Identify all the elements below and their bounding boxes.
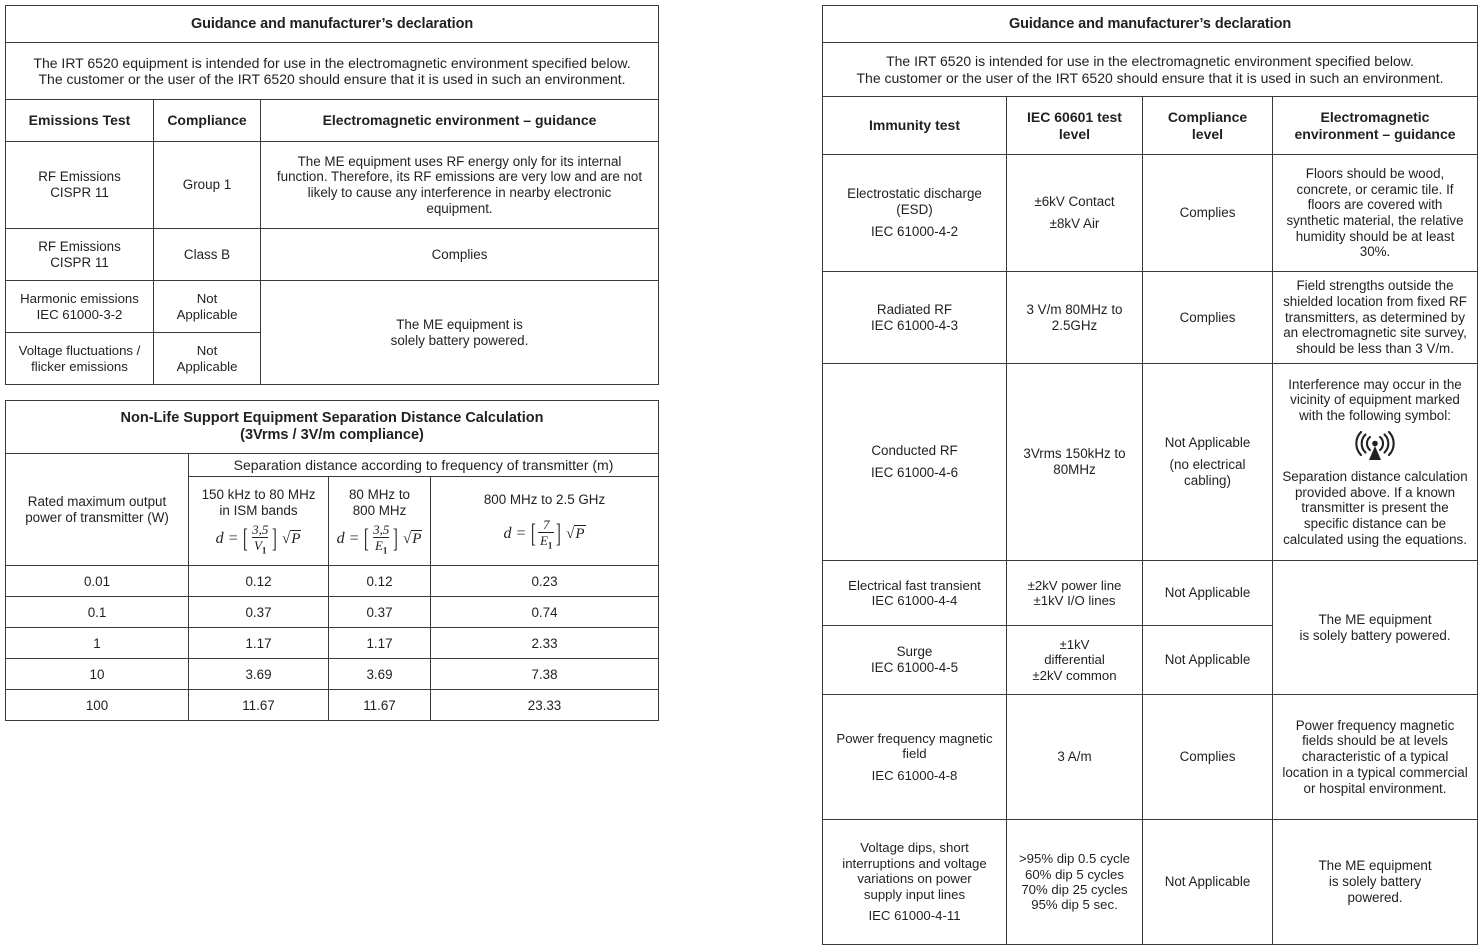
cell-line: IEC 61000-4-2 <box>870 223 959 239</box>
immunity-level-cell <box>1007 626 1143 695</box>
table-row <box>823 820 1478 945</box>
emissions-environment-merged-cell <box>261 281 659 385</box>
emissions-test-cell <box>6 229 154 281</box>
cell-line: ±2kV common <box>1032 667 1117 683</box>
cell-line: solely battery powered. <box>390 332 529 348</box>
cell-line: 800 MHz to 2.5 GHz <box>483 491 606 507</box>
header-freq-800mhz-2p5ghz <box>431 477 659 566</box>
fraction <box>538 518 554 551</box>
distance-800mhz-2p5ghz: 23.33 <box>431 690 659 721</box>
bracket-close-icon: ] <box>393 524 399 554</box>
spacer <box>437 507 652 513</box>
cell-line: Radiated RF <box>876 301 953 317</box>
cell-line: Electrical fast transient <box>848 577 981 593</box>
immunity-environment-cell: Power frequency magnetic fields should be at levels characteristic of a typical location in a typical commercial or hospital environment. <box>1273 695 1478 820</box>
radicand: P <box>412 531 422 548</box>
immunity-level-cell <box>1007 820 1143 945</box>
cell-line: 80MHz <box>1053 462 1096 477</box>
cell-line: ±1kV I/O lines <box>1033 593 1116 608</box>
header-iec-test-level <box>1007 97 1143 155</box>
emissions-compliance-cell <box>154 281 261 333</box>
separation-distance-table <box>5 400 659 721</box>
cell-line: Applicable <box>176 306 238 322</box>
table-row <box>6 597 659 628</box>
separation-table-title <box>6 401 659 454</box>
table-row <box>6 566 659 597</box>
cell-line: Compliance <box>1167 109 1248 126</box>
cell-line: Not <box>196 343 218 359</box>
cell-line: Rated maximum output <box>27 494 167 510</box>
distance-150khz-80mhz: 3.69 <box>189 659 329 690</box>
table-header-row <box>823 97 1478 155</box>
fraction-numerator: 3,5 <box>373 522 390 538</box>
immunity-compliance-cell: Not Applicable <box>1143 626 1273 695</box>
cell-line: CISPR 11 <box>50 185 109 200</box>
table-row <box>823 364 1478 561</box>
immunity-level-cell <box>1007 155 1143 272</box>
power-value: 0.01 <box>6 566 189 597</box>
cell-line: IEC 61000-4-4 <box>871 593 958 608</box>
table-row <box>6 281 659 333</box>
distance-80mhz-800mhz: 1.17 <box>329 628 431 659</box>
table-row <box>823 561 1478 626</box>
header-compliance: Compliance <box>154 100 261 142</box>
fraction-denominator <box>252 537 268 556</box>
immunity-compliance-cell: Not Applicable <box>1143 561 1273 626</box>
environment-text-part1: Interference may occur in the vicinity of equipment marked with the following symbol: <box>1288 376 1462 424</box>
cell-line: variations on power <box>857 871 972 887</box>
immunity-level-cell <box>1007 364 1143 561</box>
emissions-guidance-table <box>5 5 659 385</box>
table-row <box>6 401 659 454</box>
fraction-numerator: 3,5 <box>252 522 269 538</box>
header-freq-80mhz-800mhz <box>329 477 431 566</box>
denominator-symbol: V <box>253 538 262 554</box>
table-row <box>6 6 659 43</box>
denominator-symbol: E <box>374 538 383 554</box>
cell-line: supply input lines <box>863 886 966 902</box>
cell-line: Conducted RF <box>871 443 958 459</box>
cell-line: cabling) <box>1184 472 1231 488</box>
emissions-test-cell <box>6 142 154 229</box>
cell-line: Not Applicable <box>1164 435 1251 451</box>
square-root-icon: √ P <box>281 531 301 548</box>
cell-line: 80 MHz to <box>348 486 411 502</box>
header-compliance-level <box>1143 97 1273 155</box>
emissions-table-title: Guidance and manufacturer’s declaration <box>6 6 659 43</box>
immunity-intro <box>823 43 1478 97</box>
immunity-intro-line1: The IRT 6520 is intended for use in the electromagnetic environment specified below. <box>886 53 1414 70</box>
table-row <box>823 272 1478 364</box>
cell-line: 3 V/m 80MHz to <box>1026 301 1123 317</box>
cell-line: ±8kV Air <box>1049 216 1100 231</box>
table-row <box>823 155 1478 272</box>
immunity-environment-cell: Field strengths outside the shielded location from fixed RF transmitters, as determined by an electromagnetic site survey, should be less than 3 V/m. <box>1273 272 1478 364</box>
table-row <box>6 690 659 721</box>
emissions-compliance-cell: Class B <box>154 229 261 281</box>
immunity-compliance-cell: Complies <box>1143 155 1273 272</box>
cell-line: in ISM bands <box>219 502 298 518</box>
distance-80mhz-800mhz: 0.12 <box>329 566 431 597</box>
immunity-level-cell <box>1007 561 1143 626</box>
cell-line: is solely battery <box>1328 874 1422 890</box>
immunity-test-cell <box>823 626 1007 695</box>
immunity-test-cell <box>823 272 1007 364</box>
distance-800mhz-2p5ghz: 2.33 <box>431 628 659 659</box>
immunity-test-cell <box>823 695 1007 820</box>
bracket-open-icon: [ <box>531 519 537 549</box>
bracket-close-icon: ] <box>556 519 562 549</box>
power-value: 100 <box>6 690 189 721</box>
cell-line: (ESD) <box>896 202 933 218</box>
cell-line: Power frequency magnetic <box>836 730 993 746</box>
table-header-row <box>6 100 659 142</box>
header-emissions-test: Emissions Test <box>6 100 154 142</box>
cell-line: ±2kV power line <box>1027 577 1122 593</box>
square-root-icon: √ P <box>566 526 585 543</box>
cell-line: 2.5GHz <box>1051 317 1098 333</box>
immunity-compliance-cell: Not Applicable <box>1143 820 1273 945</box>
cell-line: Not <box>196 291 218 307</box>
square-root-icon: √ P <box>402 531 422 548</box>
cell-line: IEC 61000-4-5 <box>870 660 959 675</box>
emissions-intro-line2: The customer or the user of the IRT 6520 should ensure that it is used in such an environment. <box>38 71 626 87</box>
cell-line: Electrostatic discharge <box>847 186 982 202</box>
cell-line: 95% dip 5 sec. <box>1031 897 1118 913</box>
cell-line: Electromagnetic <box>1320 109 1430 126</box>
cell-line: differential <box>1044 652 1105 668</box>
table-row <box>6 454 659 477</box>
emissions-intro <box>6 43 659 100</box>
cell-line: IEC 61000-4-8 <box>871 767 958 783</box>
cell-line: ±6kV Contact <box>1034 194 1115 210</box>
emissions-test-cell <box>6 333 154 385</box>
fraction <box>371 523 391 556</box>
cell-line: IEC 60601 test <box>1027 109 1122 126</box>
table-row <box>823 6 1478 43</box>
immunity-guidance-table <box>822 5 1478 945</box>
cell-line: is solely battery powered. <box>1299 627 1451 643</box>
emissions-compliance-cell: Group 1 <box>154 142 261 229</box>
immunity-environment-cell: Floors should be wood, concrete, or ceramic tile. If floors are covered with synthetic material, the relative humidity should be at least 30%. <box>1273 155 1478 272</box>
bracket-open-icon: [ <box>243 524 249 554</box>
table-row <box>6 43 659 100</box>
cell-line: flicker emissions <box>31 358 128 374</box>
distance-800mhz-2p5ghz: 0.23 <box>431 566 659 597</box>
cell-line: power of transmitter (W) <box>25 509 169 525</box>
cell-line: Voltage dips, short <box>860 840 969 856</box>
table-row <box>6 142 659 229</box>
table-row <box>6 628 659 659</box>
formula-800mhz-2p5ghz <box>504 518 586 551</box>
cell-line: level <box>1191 125 1224 142</box>
fraction-numerator: 7 <box>542 517 550 533</box>
immunity-test-cell <box>823 820 1007 945</box>
header-immunity-environment <box>1273 97 1478 155</box>
cell-line: Voltage fluctuations / <box>18 343 141 359</box>
cell-line: 60% dip 5 cycles <box>1025 866 1124 882</box>
radicand: P <box>291 531 301 548</box>
header-rated-power <box>6 454 189 566</box>
cell-line: CISPR 11 <box>50 254 109 270</box>
distance-150khz-80mhz: 0.37 <box>189 597 329 628</box>
denominator-subscript: 1 <box>382 545 388 556</box>
formula-lhs: d = <box>215 530 239 548</box>
distance-80mhz-800mhz: 11.67 <box>329 690 431 721</box>
power-value: 10 <box>6 659 189 690</box>
cell-line: Applicable <box>176 358 238 374</box>
formula-lhs: d = <box>503 525 527 543</box>
table-row <box>6 659 659 690</box>
cell-line: Harmonic emissions <box>20 291 139 307</box>
denominator-symbol: E <box>539 533 548 549</box>
cell-line: (no electrical <box>1169 457 1246 473</box>
denominator-subscript: 1 <box>547 541 553 551</box>
emissions-intro-line1: The IRT 6520 equipment is intended for use in the electromagnetic environment specified below. <box>33 54 631 71</box>
cell-line: >95% dip 0.5 cycle <box>1018 851 1131 867</box>
header-environment: Electromagnetic environment – guidance <box>261 100 659 142</box>
distance-80mhz-800mhz: 0.37 <box>329 597 431 628</box>
radicand: P <box>575 526 585 543</box>
bracket-open-icon: [ <box>364 524 370 554</box>
cell-line: Surge <box>896 644 933 660</box>
cell-line: level <box>1058 125 1091 142</box>
distance-150khz-80mhz: 1.17 <box>189 628 329 659</box>
cell-line: IEC 61000-4-6 <box>870 465 959 480</box>
immunity-test-cell <box>823 364 1007 561</box>
fraction-denominator <box>373 537 389 556</box>
distance-800mhz-2p5ghz: 7.38 <box>431 659 659 690</box>
header-immunity-test: Immunity test <box>823 97 1007 155</box>
cell-line: The ME equipment is <box>396 316 523 332</box>
table-row <box>823 43 1478 97</box>
cell-line: ±1kV <box>1059 636 1090 652</box>
cell-line: 800 MHz <box>352 502 407 518</box>
fraction-denominator <box>538 532 554 551</box>
separation-title-line1: Non-Life Support Equipment Separation Distance Calculation <box>120 410 544 427</box>
power-value: 0.1 <box>6 597 189 628</box>
emissions-environment-cell: Complies <box>261 229 659 281</box>
immunity-level-cell <box>1007 272 1143 364</box>
immunity-environment-cell <box>1273 364 1478 561</box>
cell-line: powered. <box>1347 889 1403 905</box>
immunity-table-title: Guidance and manufacturer’s declaration <box>823 6 1478 43</box>
fraction <box>250 523 270 556</box>
immunity-environment-cell <box>1273 820 1478 945</box>
emissions-test-cell <box>6 281 154 333</box>
cell-line: 3Vrms 150kHz to <box>1023 446 1126 462</box>
separation-title-line2: (3Vrms / 3V/m compliance) <box>240 427 424 443</box>
formula-lhs: d = <box>336 530 360 548</box>
formula-80mhz-800mhz <box>337 523 423 556</box>
header-freq-150khz-80mhz <box>189 477 329 566</box>
table-row <box>6 229 659 281</box>
distance-150khz-80mhz: 11.67 <box>189 690 329 721</box>
cell-line: interruptions and voltage <box>842 855 987 871</box>
cell-line: environment – guidance <box>1294 125 1456 142</box>
cell-line: The ME equipment <box>1318 611 1432 627</box>
emissions-environment-cell: The ME equipment uses RF energy only for its internal function. Therefore, its RF emissions are very low and are not likely to cause any interference in nearby electronic equipment. <box>261 142 659 229</box>
immunity-compliance-cell: Complies <box>1143 695 1273 820</box>
cell-line: RF Emissions <box>38 169 121 185</box>
power-value: 1 <box>6 628 189 659</box>
environment-text-part2: Separation distance calculation provided above. If a known transmitter is present the specific distance can be calculated using the equations. <box>1282 468 1468 547</box>
distance-800mhz-2p5ghz: 0.74 <box>431 597 659 628</box>
immunity-environment-merged-cell <box>1273 561 1478 695</box>
immunity-test-cell <box>823 561 1007 626</box>
cell-line: RF Emissions <box>38 238 121 254</box>
header-separation-distance-span: Separation distance according to frequency of transmitter (m) <box>189 454 659 477</box>
distance-80mhz-800mhz: 3.69 <box>329 659 431 690</box>
cell-line: IEC 61000-4-11 <box>868 908 961 924</box>
denominator-subscript: 1 <box>261 545 267 556</box>
immunity-intro-line2: The customer or the user of the IRT 6520 should ensure that it is used in such an environment. <box>856 69 1444 86</box>
formula-150khz-80mhz <box>216 523 302 556</box>
cell-line: 70% dip 25 cycles <box>1021 882 1128 897</box>
cell-line: IEC 61000-4-3 <box>870 317 959 333</box>
cell-line: 150 kHz to 80 MHz <box>201 486 316 502</box>
cell-line: The ME equipment <box>1318 858 1432 874</box>
non-ionizing-radiation-symbol-icon <box>1352 431 1398 461</box>
table-row <box>823 695 1478 820</box>
immunity-test-cell <box>823 155 1007 272</box>
cell-line: IEC 61000-3-2 <box>36 306 123 322</box>
cell-line: field <box>902 746 927 762</box>
immunity-compliance-cell: Complies <box>1143 272 1273 364</box>
distance-150khz-80mhz: 0.12 <box>189 566 329 597</box>
immunity-compliance-cell <box>1143 364 1273 561</box>
bracket-close-icon: ] <box>272 524 278 554</box>
immunity-level-cell: 3 A/m <box>1007 695 1143 820</box>
emissions-compliance-cell <box>154 333 261 385</box>
